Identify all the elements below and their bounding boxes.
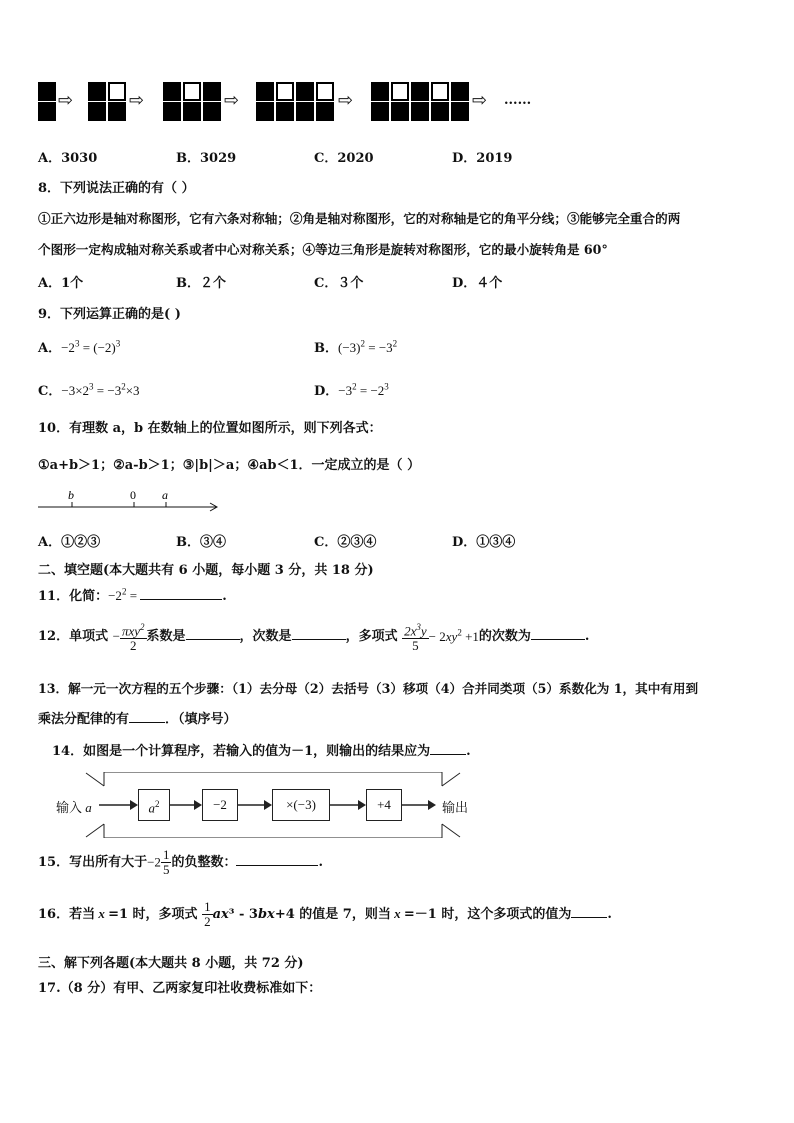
section-3-heading: 三、解下列各题(本大题共 8 小题，共 72 分) [38, 956, 304, 971]
q9-option-b[interactable]: B．$(-3)^2 = -3^2$ [314, 338, 398, 356]
arrow-icon: ⇨ [224, 90, 240, 111]
q9-option-a[interactable]: A．$-2^3 = (-2)^3$ [38, 338, 121, 356]
q8-line1: ①正六边形是轴对称图形，它有六条对称轴；②角是轴对称图形，它的对称轴是它的角平分线；③能够完全重合的两 [38, 211, 681, 226]
number-line [36, 487, 226, 517]
q9-stem: 9．下列运算正确的是( ) [38, 307, 181, 322]
q7-option-d[interactable]: D．2019 [452, 151, 513, 166]
q14-stem: 14．如图是一个计算程序，若输入的值为－1，则输出的结果应为 . [52, 744, 471, 759]
q8-option-a[interactable]: A．1个 [38, 276, 84, 291]
q8-stem: 8．下列说法正确的有（ ） [38, 181, 195, 196]
arrow-icon: ⇨ [338, 90, 354, 111]
flow-output-label: 输出 [442, 801, 469, 816]
q7-option-c[interactable]: C．2020 [314, 151, 374, 166]
axis-label-a: a [162, 488, 168, 502]
q8-line2: 个图形一定构成轴对称关系或者中心对称关系；④等边三角形是旋转对称图形，它的最小旋转角是 60° [38, 242, 608, 257]
q8-option-b[interactable]: B．２个 [176, 276, 226, 291]
q12-blank-3[interactable] [531, 627, 585, 640]
q10-option-d[interactable]: D．①③④ [452, 535, 516, 550]
q14-blank[interactable] [430, 742, 466, 755]
q9-option-d[interactable]: D．$-3^2 = -2^3$ [314, 381, 389, 399]
q13-line1: 13．解一元一次方程的五个步骤：（1）去分母（2）去括号（3）移项（4）合并同类项（5）系数化为 1，其中有用到 [38, 681, 699, 696]
flow-box-times-neg3: ×(−3) [272, 789, 330, 821]
pattern-figure [38, 82, 558, 122]
ellipsis: ...... [504, 93, 532, 108]
q15-blank[interactable] [236, 853, 318, 866]
q9-option-c[interactable]: C．$-3\times 2^3 = -3^2\times 3$ [38, 381, 140, 399]
flow-box-square: $a^2$ [138, 789, 170, 821]
section-2-heading: 二、填空题(本大题共有 6 小题，每小题 3 分，共 18 分) [38, 563, 374, 578]
flow-box-minus2: −2 [202, 789, 238, 821]
axis-label-b: b [68, 488, 74, 502]
q13-blank[interactable] [129, 710, 165, 723]
axis-label-zero: 0 [130, 488, 136, 502]
q8-option-c[interactable]: C．３个 [314, 276, 364, 291]
q10-option-c[interactable]: C．②③④ [314, 535, 377, 550]
q11: 11．化简：$-2^2$ = . [38, 586, 227, 604]
q7-option-a[interactable]: A．3030 [38, 151, 98, 166]
q11-answer-blank[interactable] [140, 587, 222, 600]
arrow-icon: ⇨ [129, 90, 145, 111]
q16-blank[interactable] [571, 905, 607, 918]
arrow-icon: ⇨ [58, 90, 74, 111]
q10-stem: 10．有理数 a，b 在数轴上的位置如图所示，则下列各式： [38, 421, 382, 436]
q17-stem: 17.（8 分）有甲、乙两家复印社收费标准如下： [38, 981, 322, 996]
q10-option-a[interactable]: A．①②③ [38, 535, 101, 550]
q8-option-d[interactable]: D．４个 [452, 276, 503, 291]
q16: 16．若当 x =1 时，多项式 $\frac{1}{2}$ ax³ - 3bx+4 的值是 7，则当 x =－1 时，这个多项式的值为 . [38, 899, 612, 929]
arrow-icon: ⇨ [472, 90, 488, 111]
q10-conditions: ①a+b＞1；②a-b＞1；③|b|＞a；④ab＜1．一定成立的是（ ） [38, 458, 421, 473]
flow-box-plus4: +4 [366, 789, 402, 821]
q15: 15．写出所有大于−2 $\frac{1}{5}$ 的负整数： . [38, 847, 323, 877]
q13-line2: 乘法分配律的有 ．（填序号） [38, 712, 237, 727]
q10-option-b[interactable]: B．③④ [176, 535, 226, 550]
q12-blank-2[interactable] [292, 627, 346, 640]
q12-blank-1[interactable] [186, 627, 240, 640]
q7-option-b[interactable]: B．3029 [176, 151, 237, 166]
q12: 12．单项式 − $\frac{\pi xy^2}{2}$ 系数是 ，次数是 ，多项式 $\frac{2x^3y}{5}$ − $2xy^2 +1$的次数为 . [38, 622, 590, 654]
flow-input-label: 输入 a [56, 800, 92, 816]
calculation-flowchart [56, 772, 476, 838]
